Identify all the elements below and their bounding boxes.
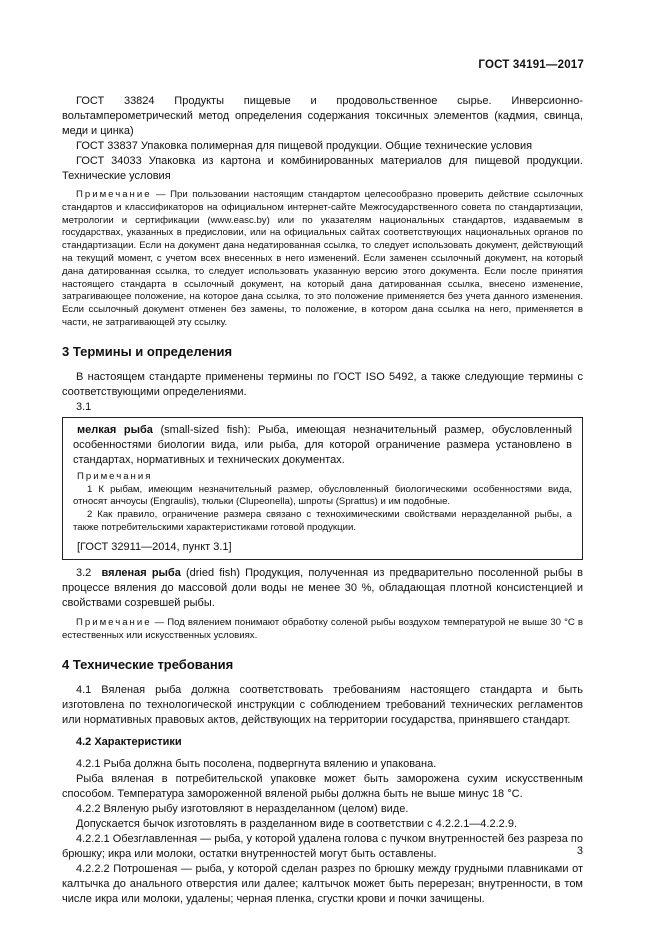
term-3-1-definition: мелкая рыба (small-sized fish): Рыба, имеющая незначительный размер, обусловленный особенностями биологии вида, или рыба, для которой ограничение размера установлено в стандартах, нормативных и технических документах.: [73, 423, 572, 466]
note-label: Примечание: [76, 189, 152, 200]
paragraph-4-2-1: 4.2.1 Рыба должна быть посолена, подвергнута вялению и упакована.: [76, 758, 437, 771]
term-3-1-box: [62, 417, 583, 560]
reference-gost-33824: ГОСТ 33824 Продукты пищевые и продовольственное сырье. Инверсионно-вольтамперометрический метод определения содержания токсичных элементов (кадмия, свинца, меди и цинка): [62, 95, 583, 137]
term-3-1-source: [ГОСТ 32911—2014, пункт 3.1]: [77, 540, 232, 553]
term-3-2-term: вяленая рыба: [101, 566, 181, 579]
section-4-title: 4 Технические требования: [62, 657, 234, 673]
page-number: 3: [576, 845, 583, 857]
term-3-1-notes-label: Примечания: [77, 470, 153, 482]
paragraph-4-1: 4.1 Вяленая рыба должна соответствовать требованиям настоящего стандарта и быть изготовлена по технологической инструкции с соблюдением требований технических регламентов или нормативных правовых актов, действующих на территории государства, принявшего стандарт.: [62, 684, 583, 727]
page-content: [62, 94, 583, 907]
paragraph-4-2-2-2: 4.2.2.2 Потрошеная — рыба, у которой сделан разрез по брюшку между грудными плавниками от калтычка до анального отверстия или далее; калтычок может быть перерезан; внутренности, в том числе икра или молоки, удалены; черная пленка, сгустки крови и почки зачищены.: [62, 863, 583, 906]
section-3-intro: В настоящем стандарте применены термины по ГОСТ ISO 5492, а также следующие термины с соответствующими определениями.: [62, 370, 583, 398]
term-3-1-number: 3.1: [76, 400, 92, 413]
reference-gost-34033: ГОСТ 34033 Упаковка из картона и комбинированных материалов для пищевой продукции. Технические условия: [62, 155, 583, 182]
paragraph-4-2-2-goby: Допускается бычок изготовлять в разделанном виде в соответствии с 4.2.2.1—4.2.2.9.: [76, 818, 518, 831]
term-3-1-note-2: 2 Как правило, ограничение размера связано с технохимическими свойствами неразделанной рыбы, а также потребительскими характеристиками готовой продукции.: [73, 509, 572, 533]
term-3-1-note-1: 1 К рыбам, имеющим незначительный размер, обусловленный биологическими особенностями вида, относят анчоусы (Engraulis), тюльки (Clupeonella), шпроты (Sprattus) и им подобные.: [73, 483, 572, 508]
references-note: [62, 189, 583, 330]
note-text: — При пользовании настоящим стандартом целесообразно проверить действие ссылочных стандартов и классификаторов на официальном интернет-сайте Межгосударственного совета по стандартизации, метрологии и сертификации (www.easc.by) или по указателям национальных стандартов, издаваемым в государствах, указанных в предисловии, или на официальных сайтах соответствующих национальных органов по стандартизации. Если на документ дана недатированная ссылка, то следует использовать документ, действующий на текущий момент, с учетом всех внесенных в него изменений. Если заменен ссылочный документ, на который дана датированная ссылка, то следует использовать указанную версию этого документа. Если после принятия настоящего стандарта в ссылочный документ, на который дана датированная ссылка, внесено изменение, затрагивающее положение, на которое дана ссылка, то это положение применяется без учета данного изменения. Если ссылочный документ отменен без замены, то положение, в котором дана ссылка на него, применяется в части, не затрагивающей эту ссылку.: [62, 189, 583, 328]
reference-gost-33837: ГОСТ 33837 Упаковка полимерная для пищевой продукции. Общие технические условия: [76, 140, 533, 152]
paragraph-4-2-2: 4.2.2 Вяленую рыбу изготовляют в неразделанном (целом) виде.: [76, 803, 409, 816]
paragraph-4-2-2-1: 4.2.2.1 Обезглавленная — рыба, у которой удалена голова с пучком внутренностей без разреза по брюшку; икра или молоки, остатки внутренностей могут быть оставлены.: [62, 833, 583, 861]
subsection-4-2-title: 4.2 Характеристики: [76, 736, 182, 749]
paragraph-4-2-1-frozen: Рыба вяленая в потребительской упаковке может быть заморожена сухим искусственным способом. Температура замороженной вяленой рыбы должна быть не выше минус 18 °С.: [62, 773, 583, 801]
term-3-2-note: Примечание — Под вялением понимают обработку соленой рыбы воздухом температурой не выше 30 °С в естественных или искусственных условиях.: [62, 616, 583, 641]
section-3-title: 3 Термины и определения: [62, 343, 233, 359]
term-3-1-term: мелкая рыба: [77, 423, 153, 436]
term-3-2-definition: 3.2 вяленая рыба (dried fish) Продукция, полученная из предварительно посоленной рыбы в процессе вяления до массовой доли воды не менее 30 %, обладающая плотной консистенцией и свойствами созревшей рыбы.: [62, 566, 583, 609]
standard-code-header: ГОСТ 34191—2017: [478, 59, 584, 71]
